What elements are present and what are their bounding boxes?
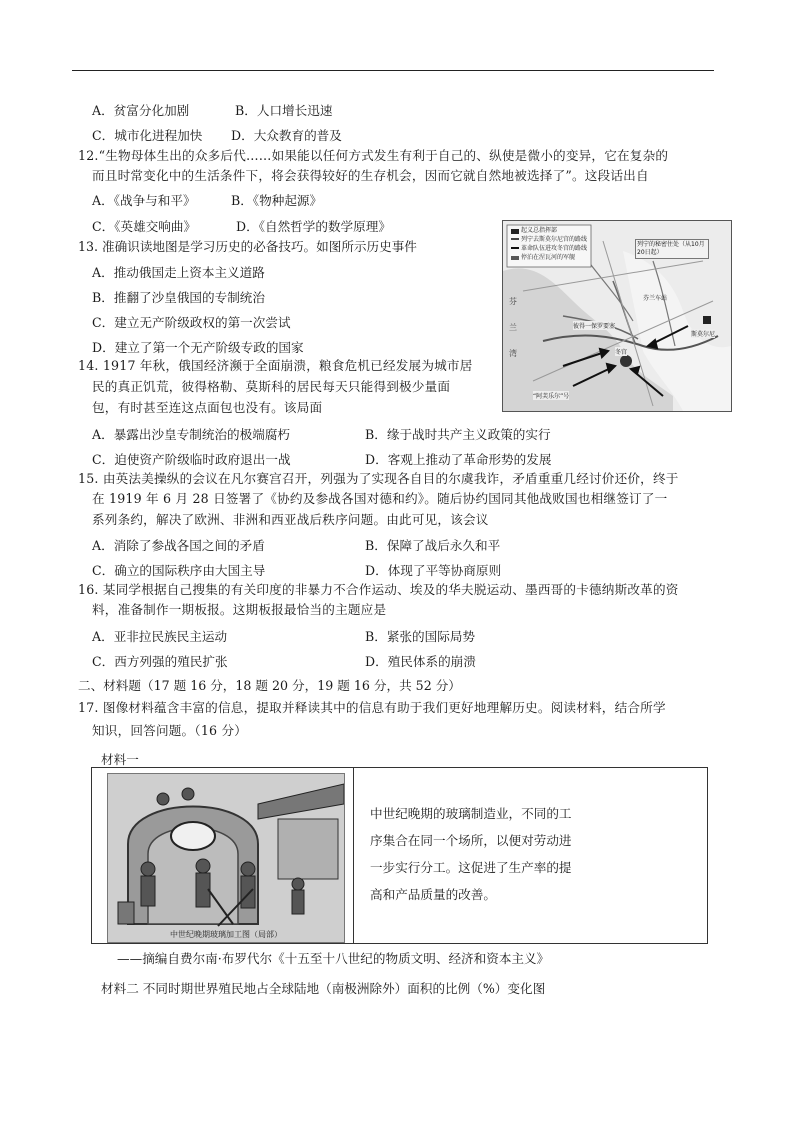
material-one-desc-line4: 高和产品质量的改善。: [370, 887, 496, 902]
q15-option-c: C．确立的国际秩序由大国主导: [92, 563, 266, 578]
q14-option-a: A．暴露出沙皇专制统治的极端腐朽: [92, 427, 291, 442]
q12-option-d: D．《自然哲学的数学原理》: [236, 219, 391, 234]
q15-option-b: B．保障了战后永久和平: [365, 538, 501, 553]
table-divider: [353, 768, 354, 943]
map-legend-warship: 停泊在涅瓦河的军舰: [521, 254, 576, 261]
q13-option-d: D．建立了第一个无产阶级专政的国家: [92, 340, 304, 355]
q12-stem-line1: 12.“生物母体生出的众多后代……如果能以任何方式发生有利于自己的、纵使是微小的变异，它在复杂的: [78, 148, 669, 163]
material-one-description: [370, 800, 602, 908]
q14-option-c: C．迫使资产阶级临时政府退出一战: [92, 452, 291, 467]
q16-option-a: A．亚非拉民族民主运动: [92, 629, 228, 644]
q12-option-b: B．《物种起源》: [231, 193, 323, 208]
q16-stem-line1: 16. 某同学根据自己搜集的有关印度的非暴力不合作运动、埃及的华夫脱运动、墨西哥的卡德纳斯改革的资: [78, 582, 679, 597]
map-side-char-1: 芬: [509, 297, 517, 306]
q15-stem-line1: 15. 由英法美操纵的会议在凡尔赛宫召开，列强为了实现各自目的尔虞我诈，矛盾重重几经讨价还价，终于: [78, 471, 679, 486]
q15-option-d: D．体现了平等协商原则: [365, 563, 502, 578]
q12-stem-line2: 而且时常变化中的生活条件下，将会获得较好的生存机会，因而它就自然地被选择了”。这段话出自: [92, 168, 649, 183]
map-smolny-label: 斯莫尔尼: [691, 331, 716, 338]
q14-option-d: D．客观上推动了革命形势的发展: [365, 452, 552, 467]
q13-stem: 13. 准确识读地图是学习历史的必备技巧。如图所示历史事件: [78, 239, 417, 254]
map-legend-lenin-route: 列宁去斯莫尔尼宫的路线: [521, 236, 588, 243]
q14-stem-line3: 包，有时甚至连这点面包也没有。该局面: [92, 400, 323, 415]
map-legend-attack-route: 革命队伍进攻冬宫的路线: [521, 245, 588, 252]
map-side-char-3: 湾: [509, 349, 517, 358]
q15-stem-line2: 在 1919 年 6 月 28 日签署了《协约及参战各国对德和约》。随后协约国同其他战败国也相继签订了一: [92, 491, 668, 506]
map-fortress-label: 彼得一保罗要塞: [573, 323, 616, 330]
material-one-table: [91, 767, 708, 944]
material-two-label: 材料二 不同时期世界殖民地占全球陆地（南极洲除外）面积的比例（%）变化图: [101, 981, 546, 996]
material-one-desc-line2: 序集合在同一个场所，以便对劳动进: [370, 833, 572, 848]
q11-option-b: B．人口增长迅速: [235, 103, 333, 118]
map-winter-palace-label: 冬宫: [615, 349, 628, 356]
q11-option-c: C．城市化进程加快: [92, 128, 203, 143]
material-one-desc-line1: 中世纪晚期的玻璃制造业，不同的工: [370, 806, 572, 821]
q17-stem-line2: 知识，回答问题。（16 分）: [92, 723, 248, 738]
q12-option-a: A．《战争与和平》: [92, 193, 196, 208]
q17-stem-line1: 17. 图像材料蕴含丰富的信息，提取并释读其中的信息有助于我们更好地理解历史。阅读材料，结合所学: [78, 700, 666, 715]
header-rule: [72, 70, 714, 71]
map-side-char-2: 兰: [509, 323, 517, 332]
material-one-label: 材料一: [101, 752, 139, 767]
q13-option-b: B．推翻了沙皇俄国的专制统治: [92, 290, 265, 305]
engraving-caption: 中世纪晚期玻璃加工图（局部）: [170, 930, 282, 939]
map-aurora-label: “阿芙乐尔”号: [533, 393, 570, 400]
q15-stem-line3: 系列条约，解决了欧洲、非洲和西亚战后秩序问题。由此可见，该会议: [92, 512, 489, 527]
q11-option-a: A．贫富分化加剧: [92, 103, 190, 118]
section-two-heading: 二、材料题（17 题 16 分，18 题 20 分，19 题 16 分，共 52 分）: [78, 678, 461, 693]
material-one-source: ——摘编自费尔南·布罗代尔《十五至十八世纪的物质文明、经济和资本主义》: [117, 951, 550, 966]
material-one-desc-line3: 一步实行分工。这促进了生产率的提: [370, 860, 572, 875]
q14-option-b: B．缘于战时共产主义政策的实行: [365, 427, 551, 442]
q16-option-b: B．紧张的国际局势: [365, 629, 476, 644]
q13-option-a: A．推动俄国走上资本主义道路: [92, 265, 265, 280]
q16-option-c: C．西方列强的殖民扩张: [92, 654, 228, 669]
q13-option-c: C．建立无产阶级政权的第一次尝试: [92, 315, 291, 330]
q15-option-a: A．消除了参战各国之间的矛盾: [92, 538, 265, 553]
q16-option-d: D．殖民体系的崩溃: [365, 654, 476, 669]
q14-stem-line1: 14. 1917 年秋，俄国经济濒于全面崩溃，粮食危机已经发展为城市居: [78, 358, 473, 373]
map-lenin-hideout-label: 列宁的秘密住处（从10月20日起）: [635, 239, 709, 259]
q11-option-d: D．大众教育的普及: [231, 128, 342, 143]
map-legend-hq: 起义总指挥部: [521, 227, 558, 234]
glassmaking-engraving-image: [107, 773, 345, 943]
map-station-label: 芬兰车站: [643, 295, 668, 302]
q14-stem-line2: 民的真正饥荒，彼得格勒、莫斯科的居民每天只能得到极少量面: [92, 379, 451, 394]
q12-option-c: C．《英雄交响曲》: [92, 219, 197, 234]
petrograd-uprising-map: [502, 220, 732, 412]
q16-stem-line2: 料，准备制作一期板报。这期板报最恰当的主题应是: [92, 602, 387, 617]
